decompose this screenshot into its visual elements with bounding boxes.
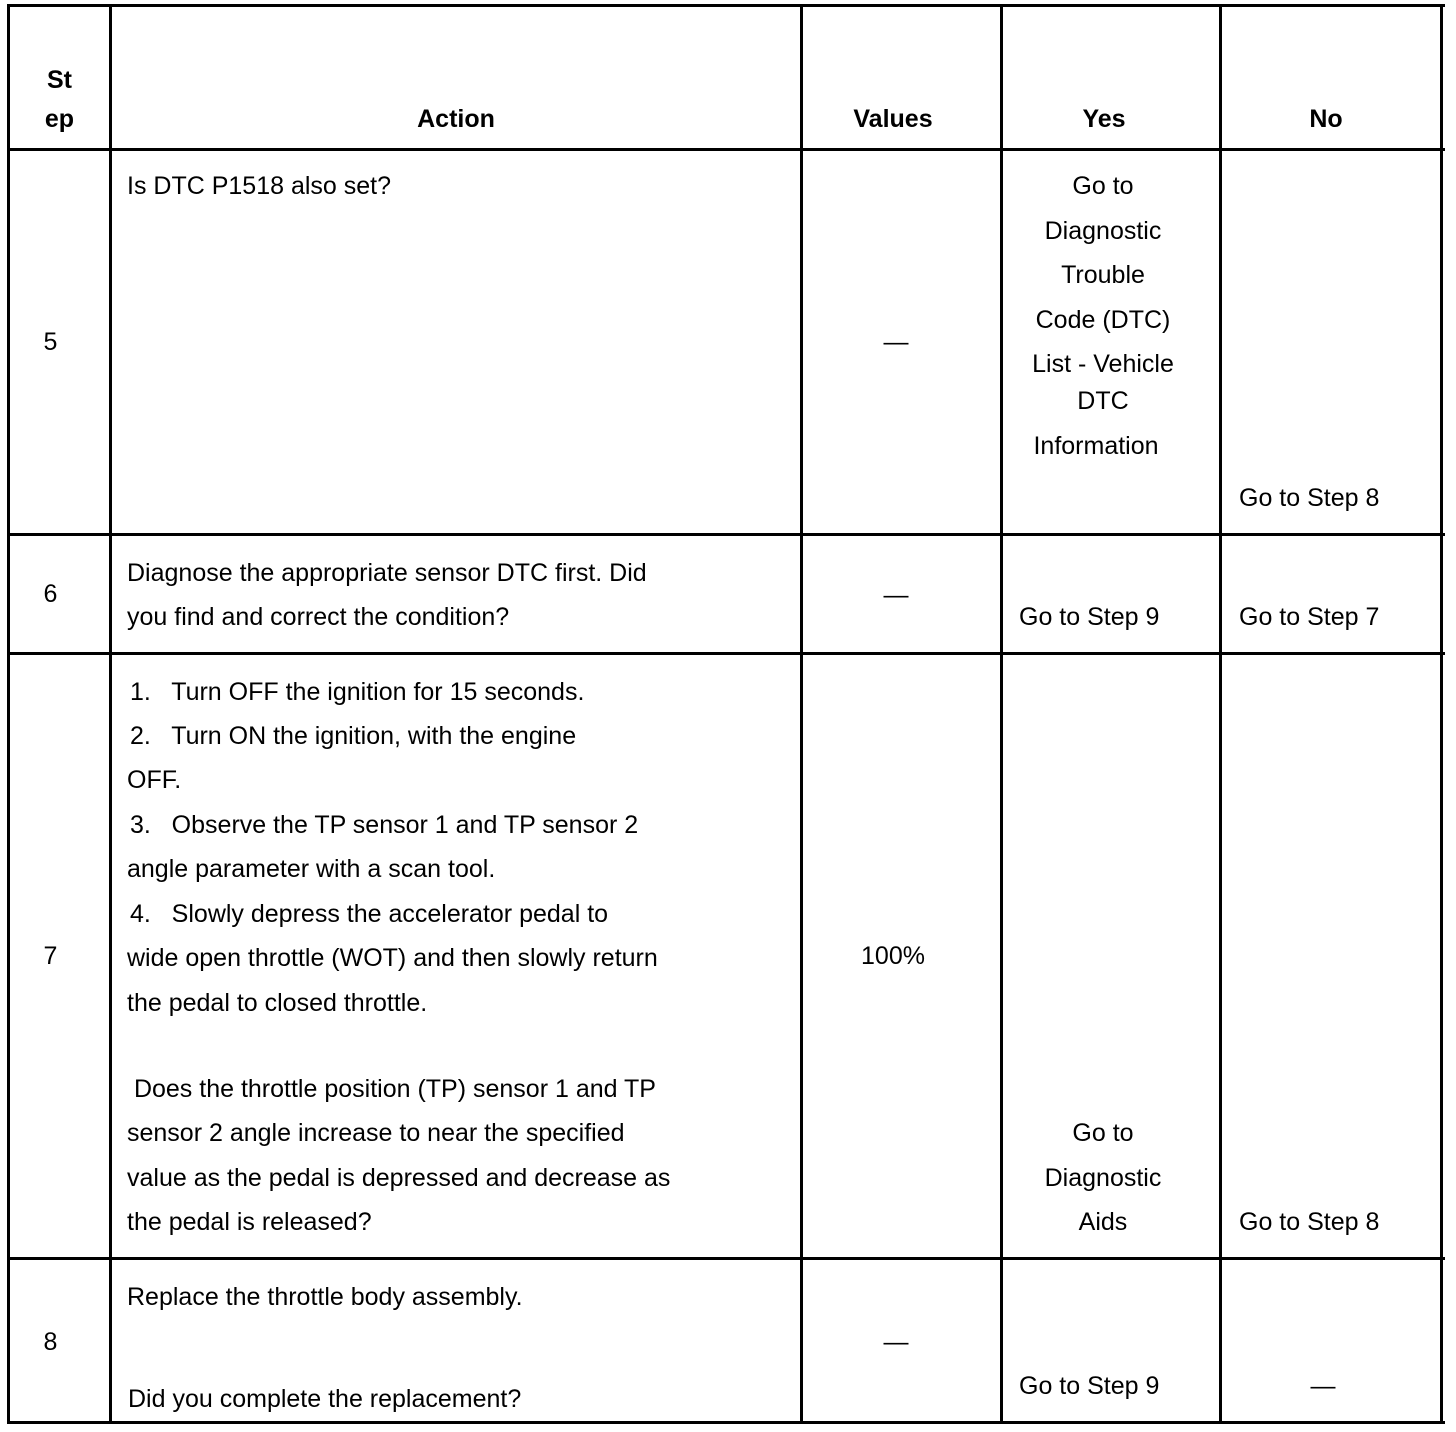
header-divider xyxy=(7,148,1445,151)
row-divider-6-7 xyxy=(7,652,1445,655)
row8-no: — xyxy=(1310,1372,1336,1400)
row7-action-line2: 2. Turn ON the ignition, with the engine xyxy=(130,722,577,750)
row6-no: Go to Step 7 xyxy=(1239,603,1380,631)
row7-action-line10: sensor 2 angle increase to near the specified xyxy=(127,1119,625,1147)
row7-action-line12: the pedal is released? xyxy=(127,1208,372,1236)
row8-action-line1: Replace the throttle body assembly. xyxy=(127,1283,523,1311)
row5-yes-line2: Diagnostic xyxy=(1044,217,1162,245)
row6-value: — xyxy=(883,581,909,609)
row7-yes-line3: Aids xyxy=(1078,1208,1128,1236)
row5-step: 5 xyxy=(43,328,58,356)
row8-value: — xyxy=(883,1328,909,1356)
row7-action-line9: Does the throttle position (TP) sensor 1 and TP xyxy=(127,1075,656,1103)
row7-no: Go to Step 8 xyxy=(1239,1208,1380,1236)
row7-action-line11: value as the pedal is depressed and decrease as xyxy=(127,1164,671,1192)
header-step-line2: ep xyxy=(44,105,75,133)
header-yes: Yes xyxy=(1082,105,1126,133)
row7-yes-line1: Go to xyxy=(1072,1119,1134,1147)
row5-yes-line7: Information xyxy=(1033,432,1159,460)
row6-action-line2: you find and correct the condition? xyxy=(127,603,510,631)
row7-yes-line2: Diagnostic xyxy=(1044,1164,1162,1192)
row7-action-line4: 3. Observe the TP sensor 1 and TP sensor 2 xyxy=(130,811,639,839)
row7-action-line5: angle parameter with a scan tool. xyxy=(127,855,496,883)
row6-action-line1: Diagnose the appropriate sensor DTC first. Did xyxy=(127,559,647,587)
header-step-line1: St xyxy=(47,66,72,94)
col-divider-action-values xyxy=(800,4,803,1424)
row8-step: 8 xyxy=(43,1328,58,1356)
col-divider-yes-no xyxy=(1219,4,1222,1424)
row7-action-line8: the pedal to closed throttle. xyxy=(127,989,428,1017)
row-divider-7-8 xyxy=(7,1257,1445,1260)
row5-yes-line1: Go to xyxy=(1072,172,1134,200)
row5-yes-line4: Code (DTC) xyxy=(1035,306,1171,334)
row7-action-line7: wide open throttle (WOT) and then slowly return xyxy=(127,944,658,972)
row-divider-5-6 xyxy=(7,533,1445,536)
header-values: Values xyxy=(853,105,933,133)
row5-action: Is DTC P1518 also set? xyxy=(127,172,392,200)
row7-step: 7 xyxy=(43,942,58,970)
row7-action-line1: 1. Turn OFF the ignition for 15 seconds. xyxy=(130,678,585,706)
table-border-left xyxy=(7,4,10,1424)
row8-yes: Go to Step 9 xyxy=(1019,1372,1160,1400)
row5-no: Go to Step 8 xyxy=(1239,484,1380,512)
row7-action-line6: 4. Slowly depress the accelerator pedal to xyxy=(130,900,609,928)
row5-value: — xyxy=(883,328,909,356)
table-border-top xyxy=(7,4,1445,7)
header-action: Action xyxy=(417,105,495,133)
header-no: No xyxy=(1309,105,1343,133)
table-border-bottom xyxy=(7,1421,1445,1424)
row5-yes-line3: Trouble xyxy=(1061,261,1145,289)
row5-yes-line5: List - Vehicle xyxy=(1032,350,1174,378)
col-divider-step-action xyxy=(109,4,112,1424)
table-border-right xyxy=(1440,4,1443,1424)
row7-action-line3: OFF. xyxy=(127,766,182,794)
row6-yes: Go to Step 9 xyxy=(1019,603,1160,631)
row8-action-line2: Did you complete the replacement? xyxy=(128,1385,522,1413)
row5-yes-line6: DTC xyxy=(1077,387,1129,415)
row6-step: 6 xyxy=(43,580,58,608)
row7-value: 100% xyxy=(861,942,925,970)
